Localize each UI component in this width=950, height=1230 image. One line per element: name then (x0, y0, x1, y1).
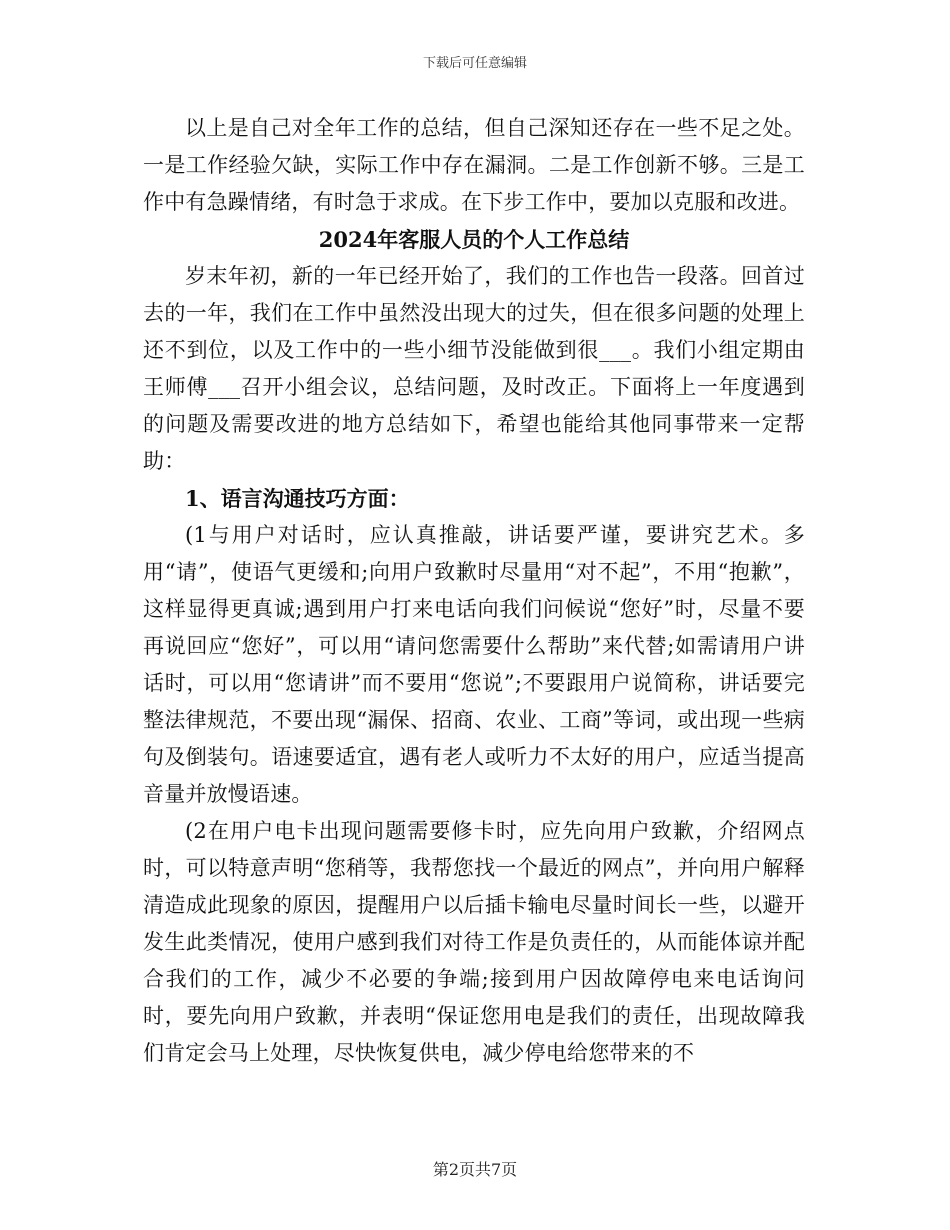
document-body (143, 110, 805, 1072)
paragraph-intro: 岁末年初，新的一年已经开始了，我们的工作也告一段落。回首过去的一年，我们在工作中虽然没出现大的过失，但在很多问题的处理上还不到位，以及工作中的一些小细节没能做到很___。我们小组定期由王师傅___召开小组会议，总结问题，及时改正。下面将上一年度遇到的问题及需要改进的地方总结如下，希望也能给其他同事带来一定帮助： (143, 264, 805, 473)
paragraph-summary-conclusion: 以上是自己对全年工作的总结，但自己深知还存在一些不足之处。一是工作经验欠缺，实际工作中存在漏洞。二是工作创新不够。三是工作中有急躁情绪，有时急于求成。在下步工作中，要加以克服和改进。 (143, 116, 805, 214)
paragraph-point-1: (1与用户对话时，应认真推敲，讲话要严谨，要讲究艺术。多用“请”，使语气更缓和;向用户致歉时尽量用“对不起”，不用“抱歉”，这样显得更真诚;遇到用户打来电话向我们问候说“您好”时，尽量不要再说回应“您好”，可以用“请问您需要什么帮助”来代替;如需请用户讲话时，可以用“您请讲”而不要用“您说”;不要跟用户说简称，讲话要完整法律规范，不要出现“漏保、招商、农业、工商”等词，或出现一些病句及倒装句。语速要适宜，遇有老人或听力不太好的用户，应适当提高音量并放慢语速。 (143, 523, 805, 806)
paragraph-point-2: (2在用户电卡出现问题需要修卡时，应先向用户致歉，介绍网点时，可以特意声明“您稍等，我帮您找一个最近的网点”，并向用户解释清造成此现象的原因，提醒用户以后插卡输电尽量时间长一些，以避开发生此类情况，使用户感到我们对待工作是负责任的，从而能体谅并配合我们的工作，减少不必要的争端;接到用户因故障停电来电话询问时，要先向用户致歉，并表明“保证您用电是我们的责任，出现故障我们肯定会马上处理，尽快恢复供电，减少停电给您带来的不 (143, 819, 805, 1065)
page-header-note: 下载后可任意编辑 (422, 56, 527, 71)
section-title: 2024年客服人员的个人工作总结 (318, 227, 630, 252)
subsection-heading: 1、语言沟通技巧方面： (185, 486, 410, 511)
page-number: 第2页共7页 (432, 1160, 518, 1179)
